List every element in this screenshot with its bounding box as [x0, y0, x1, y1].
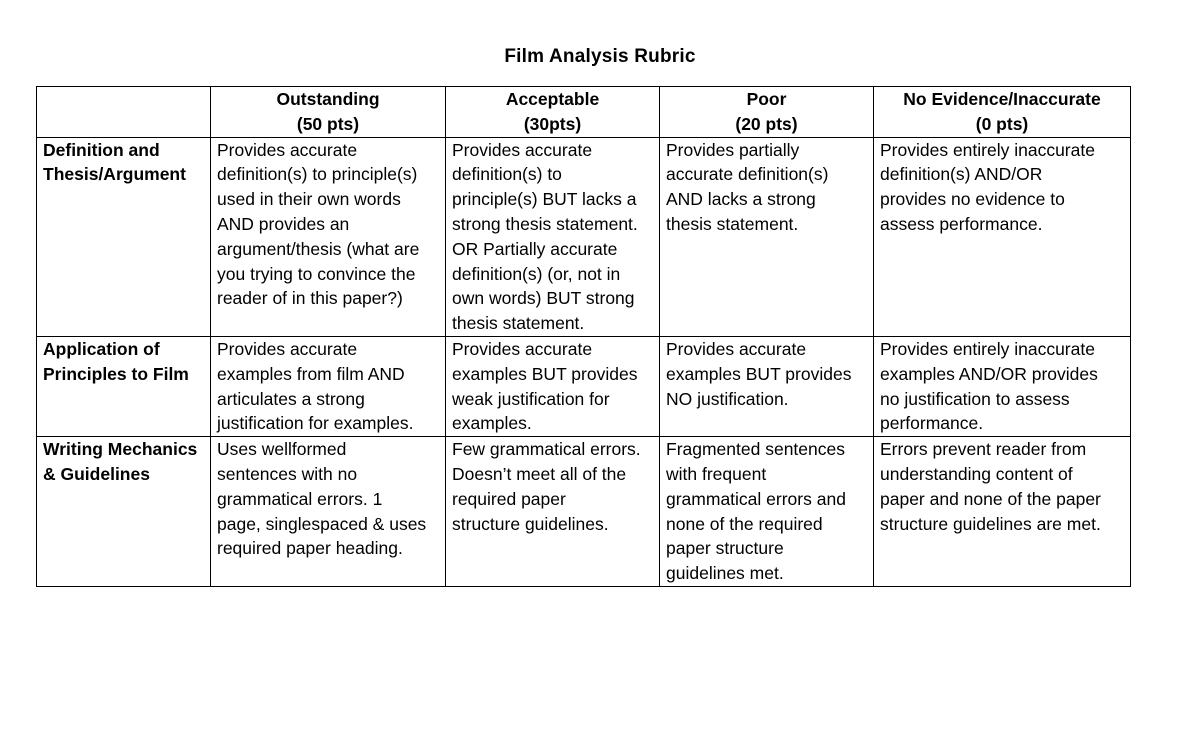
cell-text-line: thesis statement. — [452, 313, 585, 334]
cell-text-line: with frequent — [666, 463, 767, 484]
rubric-cell-outstanding — [211, 437, 446, 587]
cell-text-line: structure guidelines are met. — [880, 513, 1101, 534]
cell-text-line: argument/thesis (what are — [217, 238, 420, 259]
rubric-cell-acceptable — [446, 137, 660, 336]
rubric-cell-acceptable — [446, 336, 660, 436]
cell-text-line: examples. — [452, 413, 532, 434]
criterion-label-line: Thesis/Argument — [43, 164, 186, 185]
cell-text-line: sentences with no — [217, 463, 358, 484]
cell-text-line: guidelines met. — [666, 563, 784, 584]
cell-text-line: reader of in this paper?) — [217, 288, 403, 309]
cell-text-line: none of the required — [666, 513, 823, 534]
rubric-cell-acceptable — [446, 437, 660, 587]
cell-text-line: justification for examples. — [217, 413, 414, 434]
rubric-cell-poor — [660, 437, 874, 587]
cell-text-line: definition(s) AND/OR — [880, 164, 1043, 185]
cell-text-line: AND lacks a strong — [666, 189, 816, 210]
cell-text-line: weak justification for — [452, 388, 610, 409]
level-points: (30pts) — [523, 113, 582, 134]
header-cell-poor — [660, 87, 874, 138]
header-cell-outstanding — [211, 87, 446, 138]
cell-text-line: performance. — [880, 413, 984, 434]
cell-text-line: page, singlespaced & uses — [217, 513, 427, 534]
header-cell-empty — [37, 87, 211, 138]
level-points: (20 pts) — [735, 113, 798, 134]
cell-text-line: you trying to convince the — [217, 263, 416, 284]
cell-text-line: understanding content of — [880, 463, 1073, 484]
criterion-cell — [37, 336, 211, 436]
rubric-cell-no-evidence — [874, 437, 1131, 587]
cell-text-line: required paper heading. — [217, 538, 403, 559]
level-points: (0 pts) — [975, 113, 1029, 134]
criterion-label-line: Definition and — [43, 139, 160, 160]
table-row — [37, 437, 1131, 587]
cell-text-line: definition(s) to — [452, 164, 562, 185]
rubric-cell-no-evidence — [874, 137, 1131, 336]
level-name: Poor — [746, 89, 787, 109]
rubric-cell-poor — [660, 137, 874, 336]
cell-text-line: Provides accurate — [452, 139, 593, 160]
cell-text-line: OR Partially accurate — [452, 238, 618, 259]
level-name: No Evidence/Inaccurate — [903, 89, 1101, 109]
cell-text-line: accurate definition(s) — [666, 164, 829, 185]
cell-text-line: used in their own words — [217, 189, 401, 210]
header-cell-acceptable — [446, 87, 660, 138]
cell-text-line: grammatical errors and — [666, 488, 846, 509]
criterion-label-line: Application of — [43, 338, 160, 359]
cell-text-line: Fragmented sentences — [666, 439, 845, 460]
level-points: (50 pts) — [296, 113, 360, 134]
criterion-cell — [37, 137, 211, 336]
cell-text-line: Few grammatical errors. — [452, 439, 641, 460]
cell-text-line: AND provides an — [217, 213, 350, 234]
rubric-cell-no-evidence — [874, 336, 1131, 436]
cell-text-line: Uses wellformed — [217, 439, 347, 460]
cell-text-line: grammatical errors. 1 — [217, 488, 383, 509]
cell-text-line: examples from film AND — [217, 363, 405, 384]
cell-text-line: Provides accurate — [452, 338, 593, 359]
cell-text-line: thesis statement. — [666, 213, 799, 234]
cell-text-line: paper structure — [666, 538, 784, 559]
table-row — [37, 336, 1131, 436]
rubric-cell-outstanding — [211, 137, 446, 336]
cell-text-line: no justification to assess — [880, 388, 1070, 409]
cell-text-line: own words) BUT strong — [452, 288, 635, 309]
cell-text-line: examples BUT provides — [666, 363, 852, 384]
cell-text-line: required paper — [452, 488, 566, 509]
cell-text-line: examples AND/OR provides — [880, 363, 1098, 384]
document-title: Film Analysis Rubric — [504, 46, 696, 67]
cell-text-line: structure guidelines. — [452, 513, 609, 534]
criterion-label-line: & Guidelines — [43, 463, 150, 484]
cell-text-line: Provides accurate — [217, 338, 358, 359]
rubric-cell-poor — [660, 336, 874, 436]
cell-text-line: Provides entirely inaccurate — [880, 338, 1095, 359]
level-name: Acceptable — [505, 89, 600, 109]
cell-text-line: definition(s) (or, not in — [452, 263, 621, 284]
cell-text-line: strong thesis statement. — [452, 213, 638, 234]
cell-text-line: Provides entirely inaccurate — [880, 139, 1095, 160]
header-cell-no-evidence — [874, 87, 1131, 138]
cell-text-line: Provides accurate — [217, 139, 358, 160]
cell-text-line: Provides partially — [666, 139, 800, 160]
cell-text-line: paper and none of the paper — [880, 488, 1101, 509]
cell-text-line: examples BUT provides — [452, 363, 638, 384]
level-name: Outstanding — [276, 89, 380, 109]
criterion-cell — [37, 437, 211, 587]
criterion-label-line: Writing Mechanics — [43, 439, 198, 460]
cell-text-line: Doesn’t meet all of the — [452, 463, 627, 484]
rubric-cell-outstanding — [211, 336, 446, 436]
cell-text-line: Provides accurate — [666, 338, 807, 359]
header-row — [37, 87, 1131, 138]
cell-text-line: NO justification. — [666, 388, 789, 409]
table-row — [37, 137, 1131, 336]
cell-text-line: provides no evidence to — [880, 189, 1065, 210]
cell-text-line: definition(s) to principle(s) — [217, 164, 418, 185]
cell-text-line: assess performance. — [880, 213, 1043, 234]
cell-text-line: articulates a strong — [217, 388, 365, 409]
criterion-label-line: Principles to Film — [43, 363, 189, 384]
cell-text-line: Errors prevent reader from — [880, 439, 1087, 460]
rubric-table — [36, 86, 1131, 587]
cell-text-line: principle(s) BUT lacks a — [452, 189, 637, 210]
